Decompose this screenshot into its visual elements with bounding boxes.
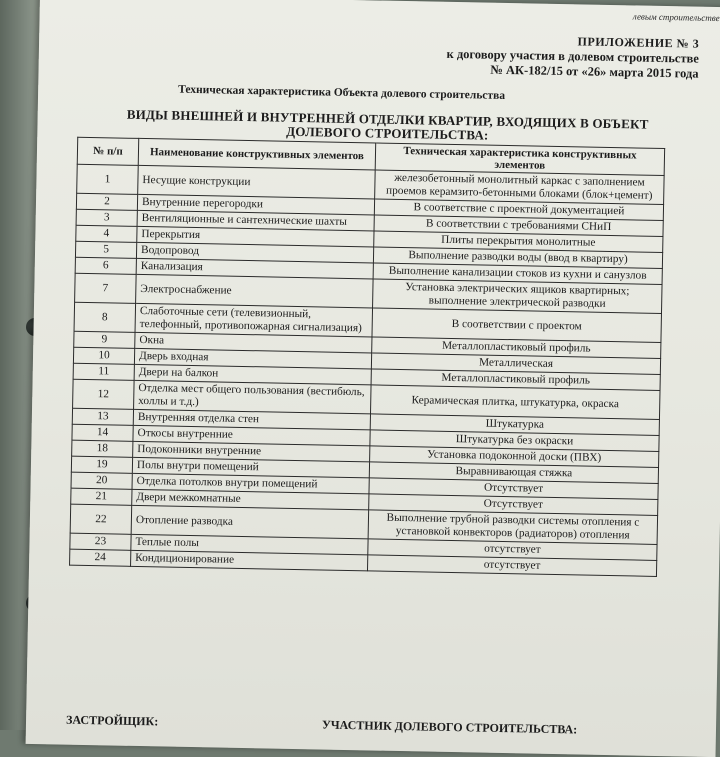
element-name: Электроснабжение: [136, 274, 374, 308]
table-body: [70, 164, 665, 576]
document-title: ВИДЫ ВНЕШНЕЙ И ВНУТРЕННЕЙ ОТДЕЛКИ КВАРТИР, ВХОДЯЩИХ В ОБЪЕКТ ДОЛЕВОГО СТРОИТЕЛЬСТВА:: [126, 106, 649, 143]
appendix-contract-number: № АК-182/15 от «26» марта 2015 года: [490, 62, 699, 81]
row-number: 20: [71, 472, 132, 489]
element-name: Кондиционирование: [131, 550, 368, 571]
element-name: Перекрытия: [137, 226, 374, 247]
element-characteristic: Керамическая плитка, штукатурка, окраска: [370, 385, 660, 420]
row-number: 21: [71, 488, 132, 505]
element-characteristic: Выполнение разводки воды (ввод в квартиру): [373, 247, 662, 269]
row-number: 2: [76, 193, 137, 210]
element-name: Внутренние перегородки: [137, 194, 374, 215]
document-subtitle: Техническая характеристика Объекта долевого строительства: [178, 83, 506, 102]
element-characteristic: отсутствует: [367, 555, 656, 577]
row-number: 19: [71, 456, 132, 473]
element-name: Двери межкомнатные: [132, 489, 369, 510]
element-name: Несущие конструкции: [138, 165, 376, 199]
element-characteristic: Плиты перекрытия монолитные: [374, 231, 663, 253]
element-characteristic: В соответствие с проектной документацией: [374, 199, 663, 221]
element-characteristic: В соответствии с требованиями СНиП: [374, 215, 663, 237]
element-characteristic: Штукатурка без окраски: [370, 430, 659, 452]
element-name: Канализация: [136, 258, 373, 279]
element-name: Подоконники внутренние: [133, 441, 370, 462]
element-name: Вентиляционные и сантехнические шахты: [137, 210, 374, 231]
element-name: Полы внутри помещений: [132, 457, 369, 478]
column-header-element: Наименование конструктивных элементов: [138, 138, 375, 170]
element-name: Отделка мест общего пользования (вестибюль, холлы и т.д.): [134, 380, 372, 414]
element-name: Теплые полы: [131, 534, 368, 555]
element-characteristic: железобетонный монолитный каркас с заполнением проемов керамзито-бетонными блоками (блок+цемент): [375, 170, 665, 205]
row-number: 13: [72, 408, 133, 425]
element-name: Отделка потолков внутри помещений: [132, 473, 369, 494]
column-header-number: № п/п: [77, 137, 139, 165]
element-name: Дверь входная: [134, 348, 371, 369]
row-number: 14: [72, 424, 133, 441]
element-characteristic: Металлическая: [371, 353, 660, 375]
element-name: Водопровод: [136, 242, 373, 263]
document-page: [26, 0, 720, 757]
element-name: Двери на балкон: [134, 364, 371, 385]
element-name: Окна: [135, 332, 372, 353]
element-characteristic: Выравнивающая стяжка: [369, 462, 658, 484]
row-number: 22: [70, 504, 132, 534]
element-characteristic: В соответствии с проектом: [372, 308, 662, 343]
element-characteristic: Металлопластиковый профиль: [371, 369, 660, 391]
row-number: 10: [73, 347, 134, 364]
developer-signature-label: ЗАСТРОЙЩИК:: [65, 712, 159, 729]
element-characteristic: Выполнение канализации стоков из кухни и санузлов: [373, 263, 662, 285]
element-name: Отопление разводка: [131, 505, 369, 539]
row-number: 24: [70, 549, 131, 566]
row-number: 1: [77, 164, 139, 194]
element-name: Внутренняя отделка стен: [133, 409, 370, 430]
element-characteristic: Металлопластиковый профиль: [372, 337, 661, 359]
row-number: 4: [76, 225, 137, 242]
element-characteristic: отсутствует: [368, 539, 657, 561]
element-characteristic: Отсутствует: [369, 494, 658, 516]
row-number: 7: [75, 273, 137, 303]
row-number: 8: [74, 302, 136, 332]
row-number: 12: [73, 379, 135, 409]
column-header-characteristic: Техническая характеристика конструктивных элементов: [375, 143, 664, 176]
element-name: Откосы внутренние: [133, 425, 370, 446]
element-characteristic: Установка электрических ящиков квартирных; выполнение электрической разводки: [373, 279, 663, 314]
specification-table: [69, 137, 665, 577]
element-characteristic: Установка подоконной доски (ПВХ): [370, 446, 659, 468]
row-number: 11: [73, 363, 134, 380]
row-number: 18: [72, 440, 133, 457]
appendix-number: ПРИЛОЖЕНИЕ № 3: [577, 34, 700, 51]
appendix-block: [446, 32, 699, 82]
row-number: 6: [75, 257, 136, 274]
appendix-contract: к договору участия в долевом строительстве: [446, 46, 700, 66]
row-number: 5: [75, 241, 136, 258]
row-number: 3: [76, 209, 137, 226]
participant-signature-label: УЧАСТНИК ДОЛЕВОГО СТРОИТЕЛЬСТВА:: [321, 717, 578, 737]
element-characteristic: Выполнение трубной разводки системы отопления с установкой конвекторов (радиаторов) отопления: [368, 510, 658, 545]
row-number: 23: [70, 533, 131, 550]
row-number: 9: [74, 331, 135, 348]
element-characteristic: Штукатурка: [370, 414, 659, 436]
top-strip-text: левым строительстве: [632, 11, 720, 24]
element-characteristic: Отсутствует: [369, 478, 658, 500]
element-name: Слаботочные сети (телевизионный, телефонный, противопожарная сигнализация): [135, 303, 373, 337]
